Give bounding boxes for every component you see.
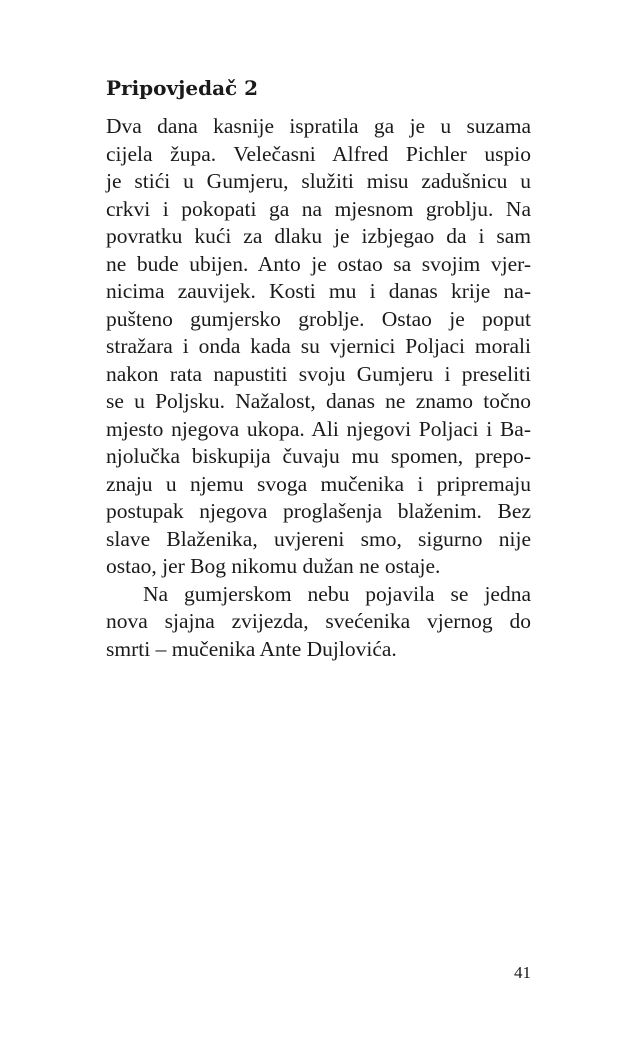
- text-line: mjesto njegova ukopa. Ali njegovi Poljaci i Ba-: [106, 416, 531, 441]
- text-line: znaju u njemu svoga mučenika i pripremaju: [106, 471, 531, 496]
- section-heading: Pripovjedač 2: [106, 76, 259, 100]
- text-line: slave Blaženika, uvjereni smo, sigurno nije: [106, 526, 531, 551]
- text-line: ne bude ubijen. Anto je ostao sa svojim vjer-: [106, 251, 531, 276]
- text-line: nova sjajna zvijezda, svećenika vjernog do: [106, 609, 531, 633]
- text-line: Na gumjerskom nebu pojavila se jedna: [143, 581, 531, 606]
- page-number: 41: [514, 963, 531, 982]
- text-line: nicima zauvijek. Kosti mu i danas krije na-: [106, 279, 531, 303]
- text-line: smrti – mučenika Ante Dujlovića.: [106, 636, 397, 661]
- text-line: njolučka biskupija čuvaju mu spomen, prepo-: [106, 444, 531, 468]
- text-line: crkvi i pokopati ga na mjesnom groblju. Na: [106, 196, 531, 221]
- paragraph: [106, 581, 531, 664]
- text-line: je stići u Gumjeru, služiti misu zadušnicu u: [106, 169, 531, 193]
- paragraph: [106, 113, 531, 581]
- body-text: [106, 113, 531, 663]
- text-line: pušteno gumjersko groblje. Ostao je poput: [106, 306, 531, 331]
- text-line: cijela župa. Velečasni Alfred Pichler uspio: [106, 141, 531, 166]
- text-line: stražara i onda kada su vjernici Poljaci morali: [106, 334, 531, 358]
- text-line: Dva dana kasnije ispratila ga je u suzama: [106, 114, 531, 138]
- text-line: postupak njegova proglašenja blaženim. Bez: [106, 499, 531, 523]
- text-line: se u Poljsku. Nažalost, danas ne znamo točno: [106, 389, 531, 413]
- text-line: ostao, jer Bog nikomu dužan ne ostaje.: [106, 554, 441, 578]
- text-line: povratku kući za dlaku je izbjegao da i sam: [106, 224, 531, 248]
- text-line: nakon rata napustiti svoju Gumjeru i preseliti: [106, 361, 531, 386]
